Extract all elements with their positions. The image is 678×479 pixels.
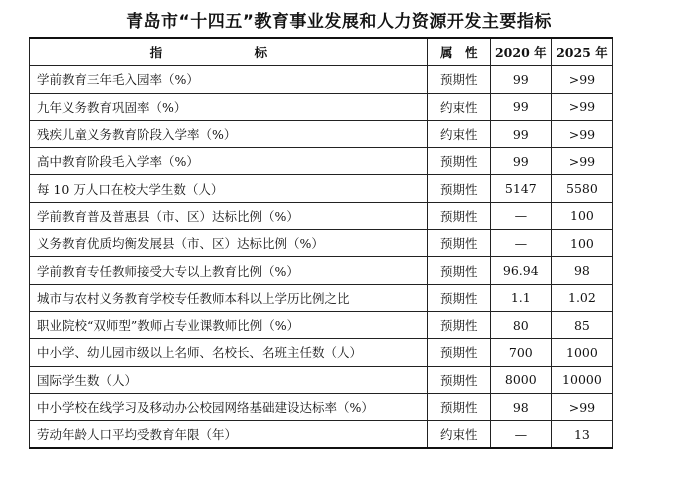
value-2020-cell: — (490, 421, 551, 449)
table-row (30, 120, 613, 147)
attribute-cell: 预期性 (427, 230, 490, 257)
value-2020-cell: — (490, 202, 551, 229)
value-2025-cell: >99 (551, 120, 612, 147)
header-2020: 2020 年 (490, 38, 551, 66)
value-2020-cell: 80 (490, 311, 551, 338)
table-row (30, 202, 613, 229)
indicator-cell: 每 10 万人口在校大学生数（人） (30, 175, 428, 202)
value-2020-cell: 99 (490, 66, 551, 93)
header-attribute: 属 性 (427, 38, 490, 66)
indicator-cell: 学前教育三年毛入园率（%） (30, 66, 428, 93)
header-2025: 2025 年 (551, 38, 612, 66)
table-row (30, 421, 613, 449)
table-row (30, 148, 613, 175)
table-body (30, 66, 613, 449)
indicator-cell: 高中教育阶段毛入学率（%） (30, 148, 428, 175)
attribute-cell: 预期性 (427, 311, 490, 338)
table-row (30, 284, 613, 311)
table-row (30, 366, 613, 393)
attribute-cell: 预期性 (427, 284, 490, 311)
table-header-row (30, 38, 613, 66)
indicator-cell: 义务教育优质均衡发展县（市、区）达标比例（%） (30, 230, 428, 257)
value-2020-cell: 5147 (490, 175, 551, 202)
table-row (30, 339, 613, 366)
indicator-cell: 职业院校“双师型”教师占专业课教师比例（%） (30, 311, 428, 338)
attribute-cell: 预期性 (427, 66, 490, 93)
attribute-cell: 预期性 (427, 366, 490, 393)
value-2020-cell: 99 (490, 120, 551, 147)
value-2025-cell: 13 (551, 421, 612, 449)
value-2020-cell: 98 (490, 393, 551, 420)
value-2025-cell: 10000 (551, 366, 612, 393)
table-row (30, 230, 613, 257)
value-2025-cell: 1000 (551, 339, 612, 366)
page-title: 青岛市“十四五”教育事业发展和人力资源开发主要指标 (126, 12, 552, 32)
value-2020-cell: 99 (490, 148, 551, 175)
table-row (30, 311, 613, 338)
value-2020-cell: 99 (490, 93, 551, 120)
table-row (30, 93, 613, 120)
indicator-cell: 学前教育普及普惠县（市、区）达标比例（%） (30, 202, 428, 229)
attribute-cell: 预期性 (427, 257, 490, 284)
value-2025-cell: >99 (551, 393, 612, 420)
value-2020-cell: 8000 (490, 366, 551, 393)
attribute-cell: 约束性 (427, 93, 490, 120)
header-indicator: 指 标 (30, 38, 428, 66)
value-2025-cell: 100 (551, 230, 612, 257)
indicator-cell: 国际学生数（人） (30, 366, 428, 393)
value-2025-cell: 85 (551, 311, 612, 338)
indicator-cell: 劳动年龄人口平均受教育年限（年） (30, 421, 428, 449)
value-2020-cell: 700 (490, 339, 551, 366)
table-row (30, 66, 613, 93)
table-row (30, 175, 613, 202)
value-2025-cell: 100 (551, 202, 612, 229)
indicators-table (29, 37, 613, 449)
indicator-cell: 城市与农村义务教育学校专任教师本科以上学历比例之比 (30, 284, 428, 311)
attribute-cell: 预期性 (427, 393, 490, 420)
value-2025-cell: 1.02 (551, 284, 612, 311)
attribute-cell: 预期性 (427, 202, 490, 229)
attribute-cell: 约束性 (427, 421, 490, 449)
attribute-cell: 预期性 (427, 339, 490, 366)
indicator-cell: 中小学、幼儿园市级以上名师、名校长、名班主任数（人） (30, 339, 428, 366)
attribute-cell: 预期性 (427, 175, 490, 202)
value-2025-cell: >99 (551, 148, 612, 175)
value-2025-cell: >99 (551, 66, 612, 93)
indicator-cell: 中小学校在线学习及移动办公校园网络基础建设达标率（%） (30, 393, 428, 420)
attribute-cell: 预期性 (427, 148, 490, 175)
table-row (30, 257, 613, 284)
indicator-cell: 残疾儿童义务教育阶段入学率（%） (30, 120, 428, 147)
value-2025-cell: 5580 (551, 175, 612, 202)
table-row (30, 393, 613, 420)
indicator-cell: 学前教育专任教师接受大专以上教育比例（%） (30, 257, 428, 284)
value-2025-cell: >99 (551, 93, 612, 120)
value-2020-cell: — (490, 230, 551, 257)
attribute-cell: 约束性 (427, 120, 490, 147)
value-2020-cell: 1.1 (490, 284, 551, 311)
value-2020-cell: 96.94 (490, 257, 551, 284)
value-2025-cell: 98 (551, 257, 612, 284)
indicator-cell: 九年义务教育巩固率（%） (30, 93, 428, 120)
